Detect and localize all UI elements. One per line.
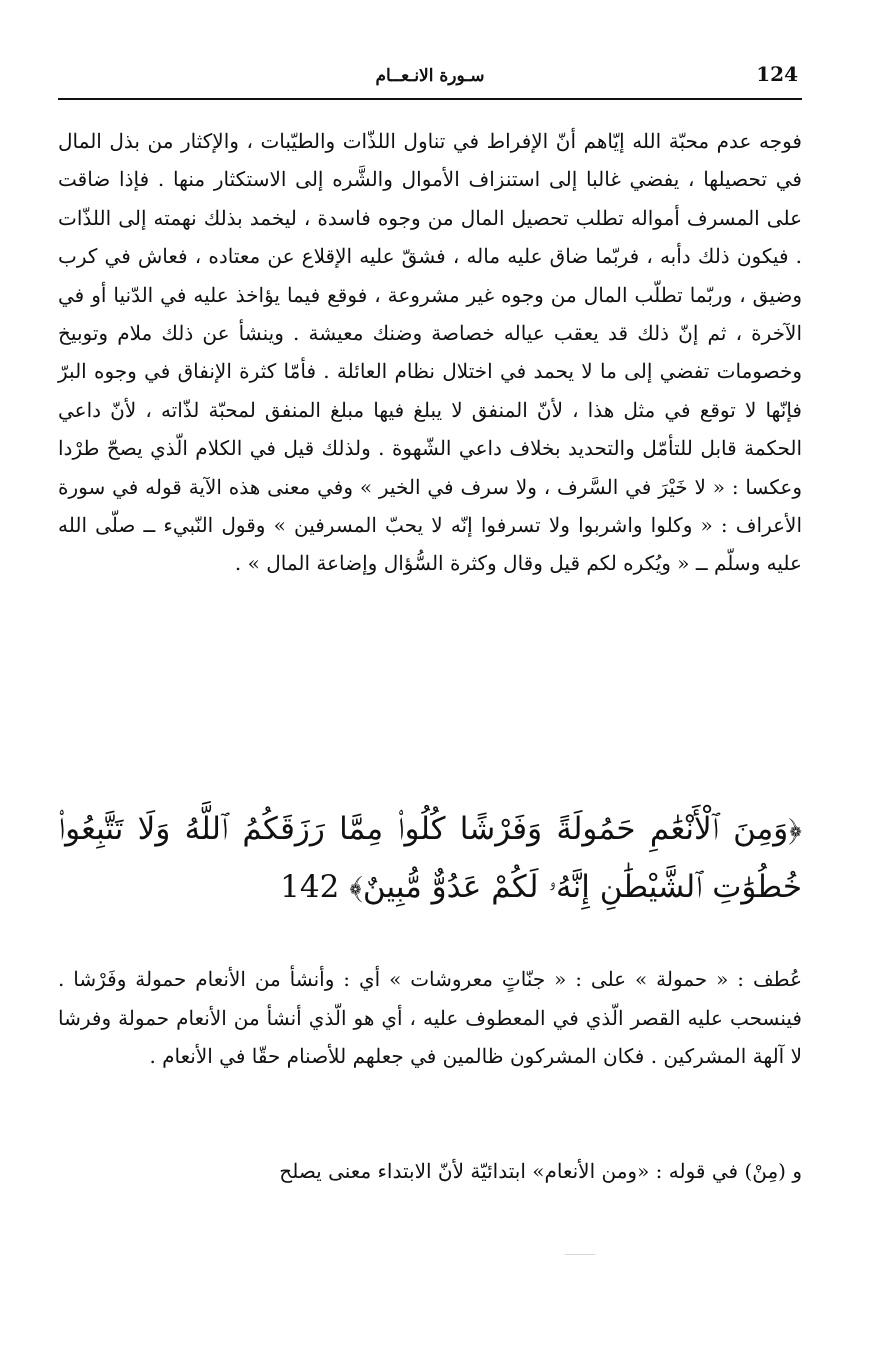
footnote-divider [565, 1254, 595, 1255]
running-title: سـورة الانـعــام [375, 66, 485, 86]
page-number: 124 [756, 62, 798, 86]
body-paragraph: فوجه عدم محبّة الله إيّاهم أنّ الإفراط في تناول اللذّات والطيّبات ، والإكثار من بذل المال في تحصيلها ، يفضي غالبا إلى استنزاف الأموال والشَّره إلى الاستكثار منها . فإذا ضاقت على المسرف أمواله تطلب تحصيل المال من وجوه فاسدة ، ليخمد بذلك نهمته إلى اللذّات . فيكون ذلك دأبه ، فربّما ضاق عليه ماله ، فشقّ عليه الإقلاع عن معتاده ، فعاش في كرب وضيق ، وربّما تطلّب المال من وجوه غير مشروعة ، فوقع فيما يؤاخذ عليه في الدّنيا أو في الآخرة ، ثم إنّ ذلك قد يعقب عياله خصاصة وضنك معيشة . وينشأ عن ذلك ملام وتوبيخ وخصومات تفضي إلى ما لا يحمد في اختلال نظام العائلة . فأمّا كثرة الإنفاق في وجوه البرّ فإنّها لا توقع في مثل هذا ، لأنّ المنفق لا يبلغ فيها مبلغ المنفق لمحبّة لذّاته ، لأنّ داعي الحكمة قابل للتأمّل والتحديد بخلاف داعي الشّهوة . ولذلك قيل في الكلام الّذي يصحّ طرْدا وعكسا : « لا خَيْرَ في السَّرف ، ولا سرف في الخير » وفي معنى هذه الآية قوله في سورة الأعراف : « وكلوا واشربوا ولا تسرفوا إنّه لا يحبّ المسرفين » وقول النّبيء ــ صلّى الله عليه وسلّم ــ « ويُكره لكم قيل وقال وكثرة السُّؤال وإضاعة المال » . [58, 129, 802, 576]
page-header [58, 58, 802, 100]
commentary-paragraph-1: عُطف : « حمولة » على : « جنّاتٍ معروشات » أي : وأنشأ من الأنعام حمولة وفَرْشا . فينسحب عليه القصر الّذي في المعطوف عليه ، أي هو الّذي أنشأ من الأنعام حمولة وفرشا لا آلهة المشركين . فكان المشركون ظالمين في جعلهم للأصنام حقّا في الأنعام . [58, 967, 802, 1068]
commentary-paragraph-2: و (مِنْ) في قوله : «ومن الأنعام» ابتدائيّة لأنّ الابتداء معنى يصلح [279, 1159, 802, 1183]
quran-verse: ﴿وَمِنَ ٱلْأَنْعَٰمِ حَمُولَةً وَفَرْشًا كُلُوا۟ مِمَّا رَزَقَكُمُ ٱللَّهُ وَلَا تَتَّبِعُوا۟ خُطُوَٰتِ ٱلشَّيْطَٰنِ إِنَّهُۥ لَكُمْ عَدُوٌّ مُّبِينٌ﴾ 142 [58, 811, 802, 905]
